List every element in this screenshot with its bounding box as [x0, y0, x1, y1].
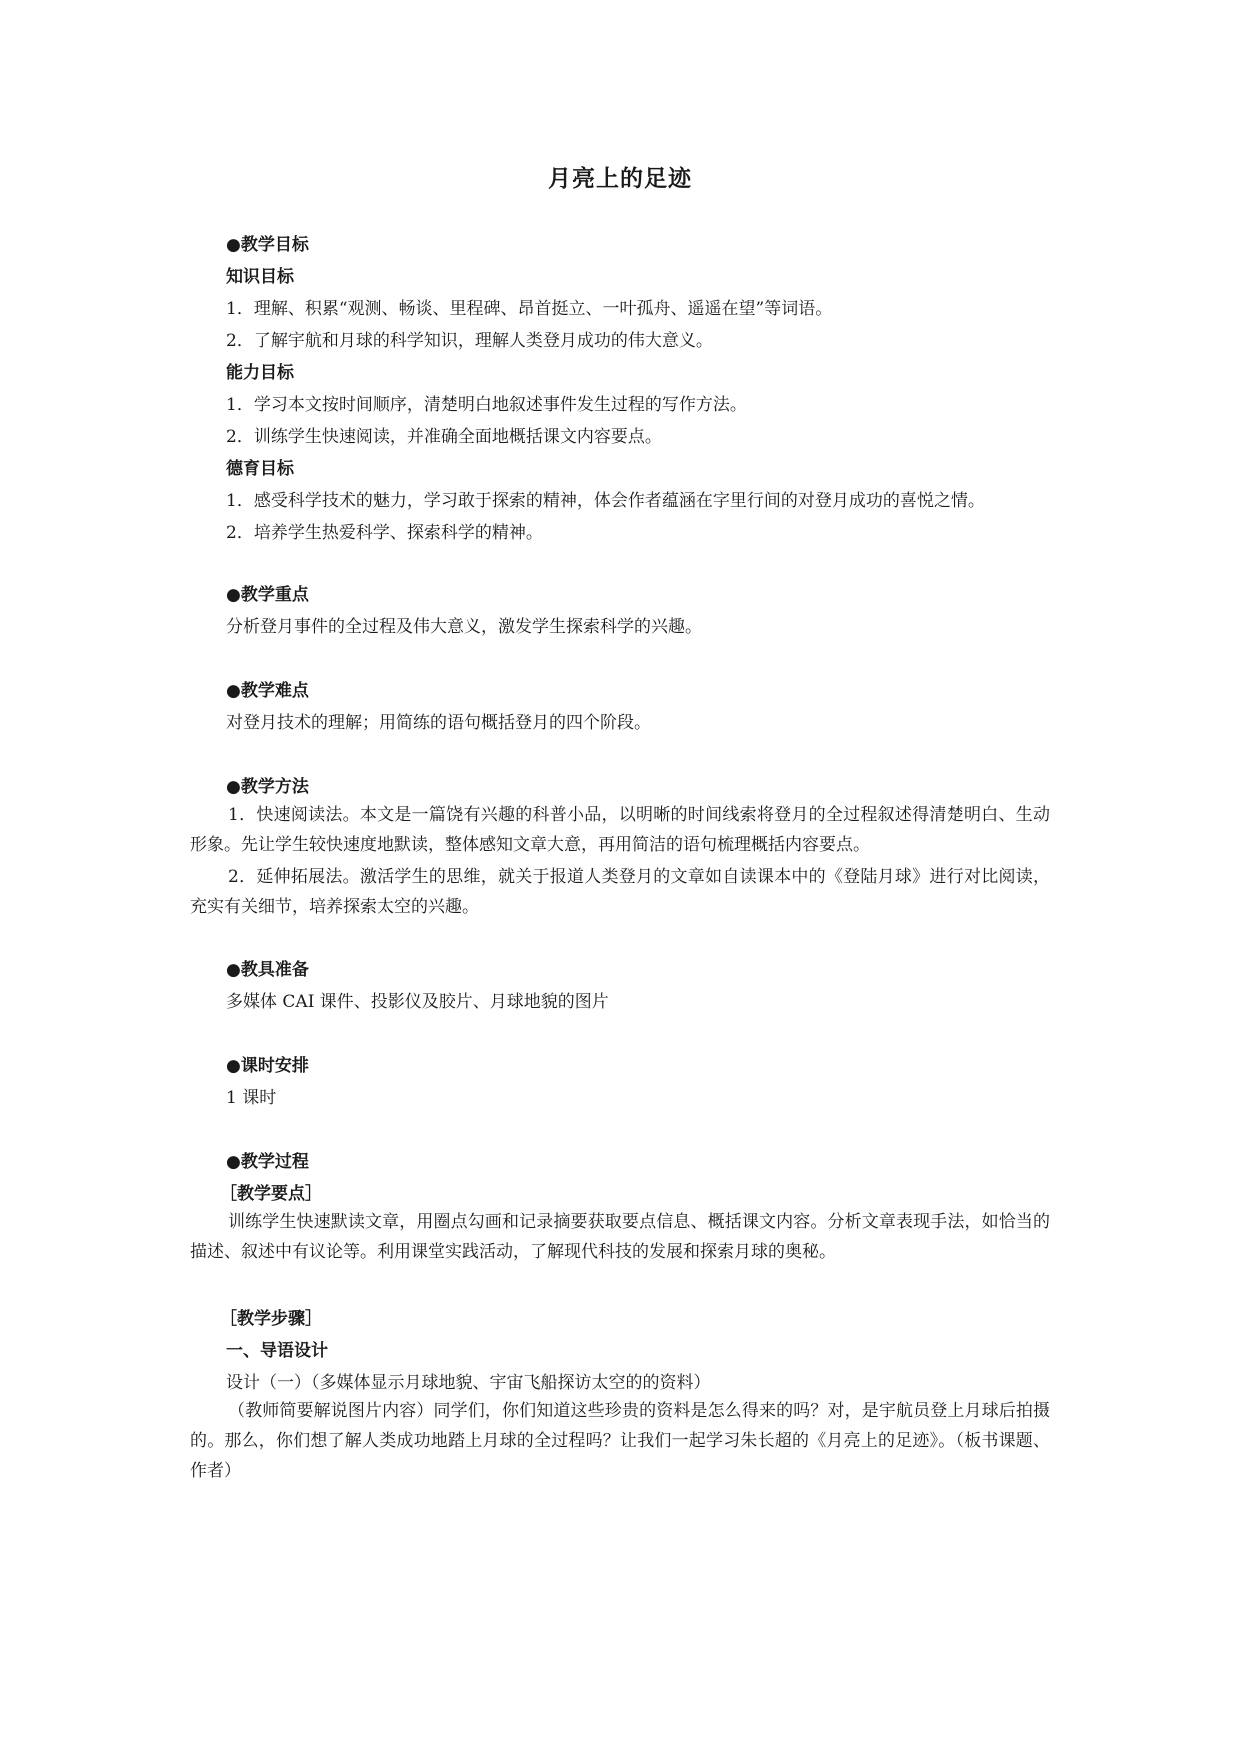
list-item: 1．学习本文按时间顺序，清楚明白地叙述事件发生过程的写作方法。 [226, 395, 747, 415]
list-item: 2．培养学生热爱科学、探索科学的精神。 [226, 523, 543, 543]
list-item: 1．理解、积累“观测、畅谈、里程碑、昂首挺立、一叶孤舟、遥遥在望”等词语。 [226, 299, 833, 319]
design-one-line: 设计（一）（多媒体显示月球地貌、宇宙飞船探访太空的的资料） [226, 1373, 711, 1393]
section-heading-process: ●教学过程 [226, 1152, 309, 1172]
subheading-ability: 能力目标 [226, 363, 294, 383]
subheading-moral: 德育目标 [226, 459, 294, 479]
document-title: 月亮上的足迹 [548, 165, 692, 192]
list-item: 2．了解宇航和月球的科学知识，理解人类登月成功的伟大意义。 [226, 331, 713, 351]
key-points-text: 分析登月事件的全过程及伟大意义，激发学生探索科学的兴趣。 [226, 617, 702, 637]
list-item: 2．训练学生快速阅读，并准确全面地概括课文内容要点。 [226, 427, 662, 447]
method-paragraph: 2．延伸拓展法。激活学生的思维，就关于报道人类登月的文章如自读课本中的《登陆月球》进行对比阅读，充实有关细节，培养探索太空的兴趣。 [190, 867, 1050, 917]
subheading-knowledge: 知识目标 [226, 267, 294, 287]
design-one-paragraph: （教师简要解说图片内容）同学们，你们知道这些珍贵的资料是怎么得来的吗？对，是宇航员登上月球后拍摄的。那么，你们想了解人类成功地踏上月球的全过程吗？让我们一起学习朱长超的《月亮上的足迹》。（板书课题、作者） [190, 1401, 1050, 1481]
section-heading-schedule: ●课时安排 [226, 1056, 309, 1076]
section-heading-objectives: ●教学目标 [226, 235, 309, 255]
subheading-intro: 一、导语设计 [226, 1341, 328, 1361]
subheading-essentials: ［教学要点］ [220, 1184, 322, 1204]
method-paragraph: 1．快速阅读法。本文是一篇饶有兴趣的科普小品，以明晰的时间线索将登月的全过程叙述得清楚明白、生动形象。先让学生较快速度地默读，整体感知文章大意，再用简洁的语句梳理概括内容要点。 [190, 805, 1050, 855]
subheading-steps: ［教学步骤］ [220, 1309, 322, 1329]
difficulties-text: 对登月技术的理解；用简练的语句概括登月的四个阶段。 [226, 713, 651, 733]
essentials-paragraph: 训练学生快速默读文章，用圈点勾画和记录摘要获取要点信息、概括课文内容。分析文章表现手法，如恰当的描述、叙述中有议论等。利用课堂实践活动，了解现代科技的发展和探索月球的奥秘。 [190, 1212, 1050, 1262]
section-heading-key-points: ●教学重点 [226, 585, 309, 605]
section-heading-methods: ●教学方法 [226, 777, 309, 797]
list-item: 1．感受科学技术的魅力，学习敢于探索的精神，体会作者蕴涵在字里行间的对登月成功的喜悦之情。 [226, 491, 985, 511]
section-heading-difficulties: ●教学难点 [226, 681, 309, 701]
materials-text: 多媒体 CAI 课件、投影仪及胶片、月球地貌的图片 [226, 992, 609, 1012]
schedule-text: 1 课时 [226, 1088, 277, 1108]
section-heading-materials: ●教具准备 [226, 960, 309, 980]
